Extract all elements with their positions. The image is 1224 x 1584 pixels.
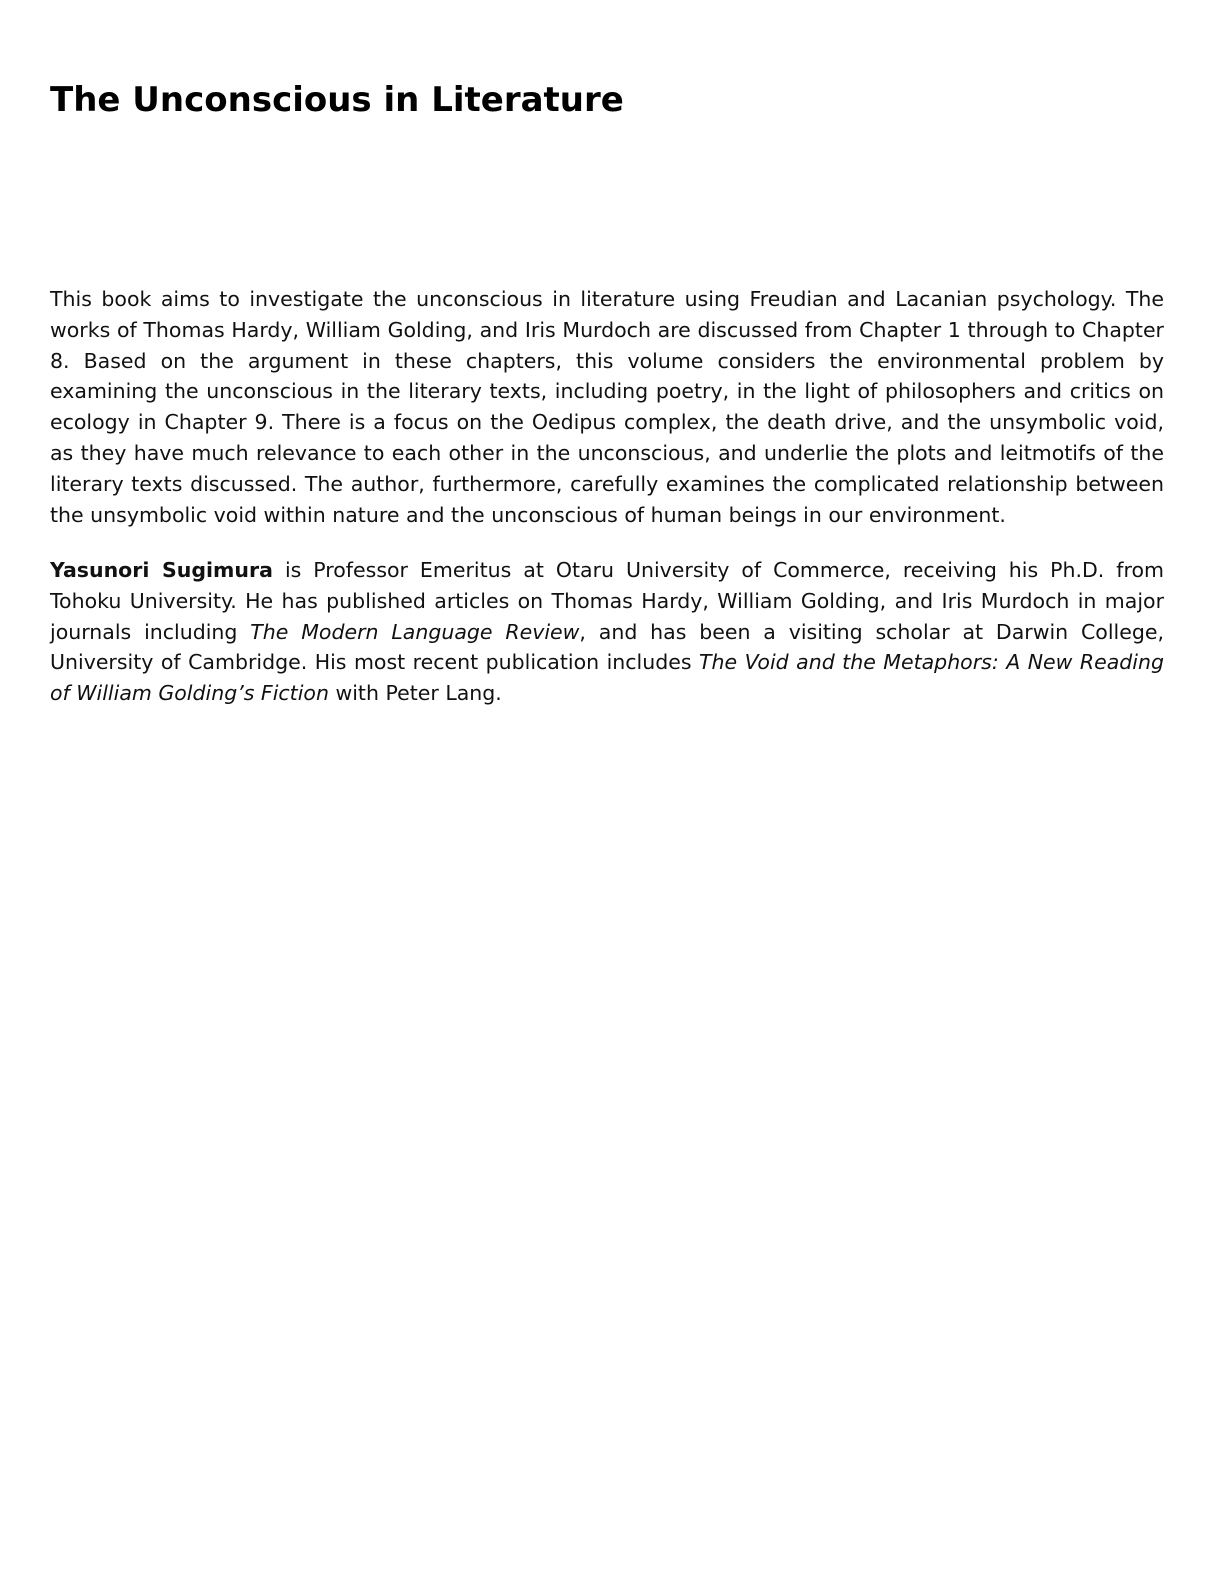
book-title: The Void and the Metaphors: A New Reading of William Golding’s Fiction: [50, 650, 1165, 706]
page-title: The Unconscious in Literature: [50, 80, 624, 120]
bio-text-part-1: is Professor Emeritus at Otaru University of Commerce, receiving his Ph.D. from Tohoku University. He has published articles on Thomas Hardy, William Golding, and Iris Murdoch in major journals including: [50, 558, 1164, 644]
book-description: This book aims to investigate the unconscious in literature using Freudian and Lacanian psychology. The works of Thomas Hardy, William Golding, and Iris Murdoch are discussed from Chapter 1 through to Chapter 8. Based on the argument in these chapters, this volume considers the environmental problem by examining the unconscious in the literary texts, including poetry, in the light of philosophers and critics on ecology in Chapter 9. There is a focus on the Oedipus complex, the death drive, and the unsymbolic void, as they have much relevance to each other in the unconscious, and underlie the plots and leitmotifs of the literary texts discussed. The author, furthermore, carefully examines the complicated relationship between the unsymbolic void within nature and the unconscious of human beings in our environment.: [50, 287, 1164, 527]
author-name: Yasunori Sugimura: [50, 558, 273, 582]
bio-text-part-3: with Peter Lang.: [328, 681, 502, 706]
journal-title: The Modern Language Review: [250, 619, 580, 644]
bio-text-part-2: , and has been a visiting scholar at Darwin College, University of Cambridge. His most recent publication includes: [50, 619, 1164, 675]
author-bio: [50, 555, 1164, 709]
